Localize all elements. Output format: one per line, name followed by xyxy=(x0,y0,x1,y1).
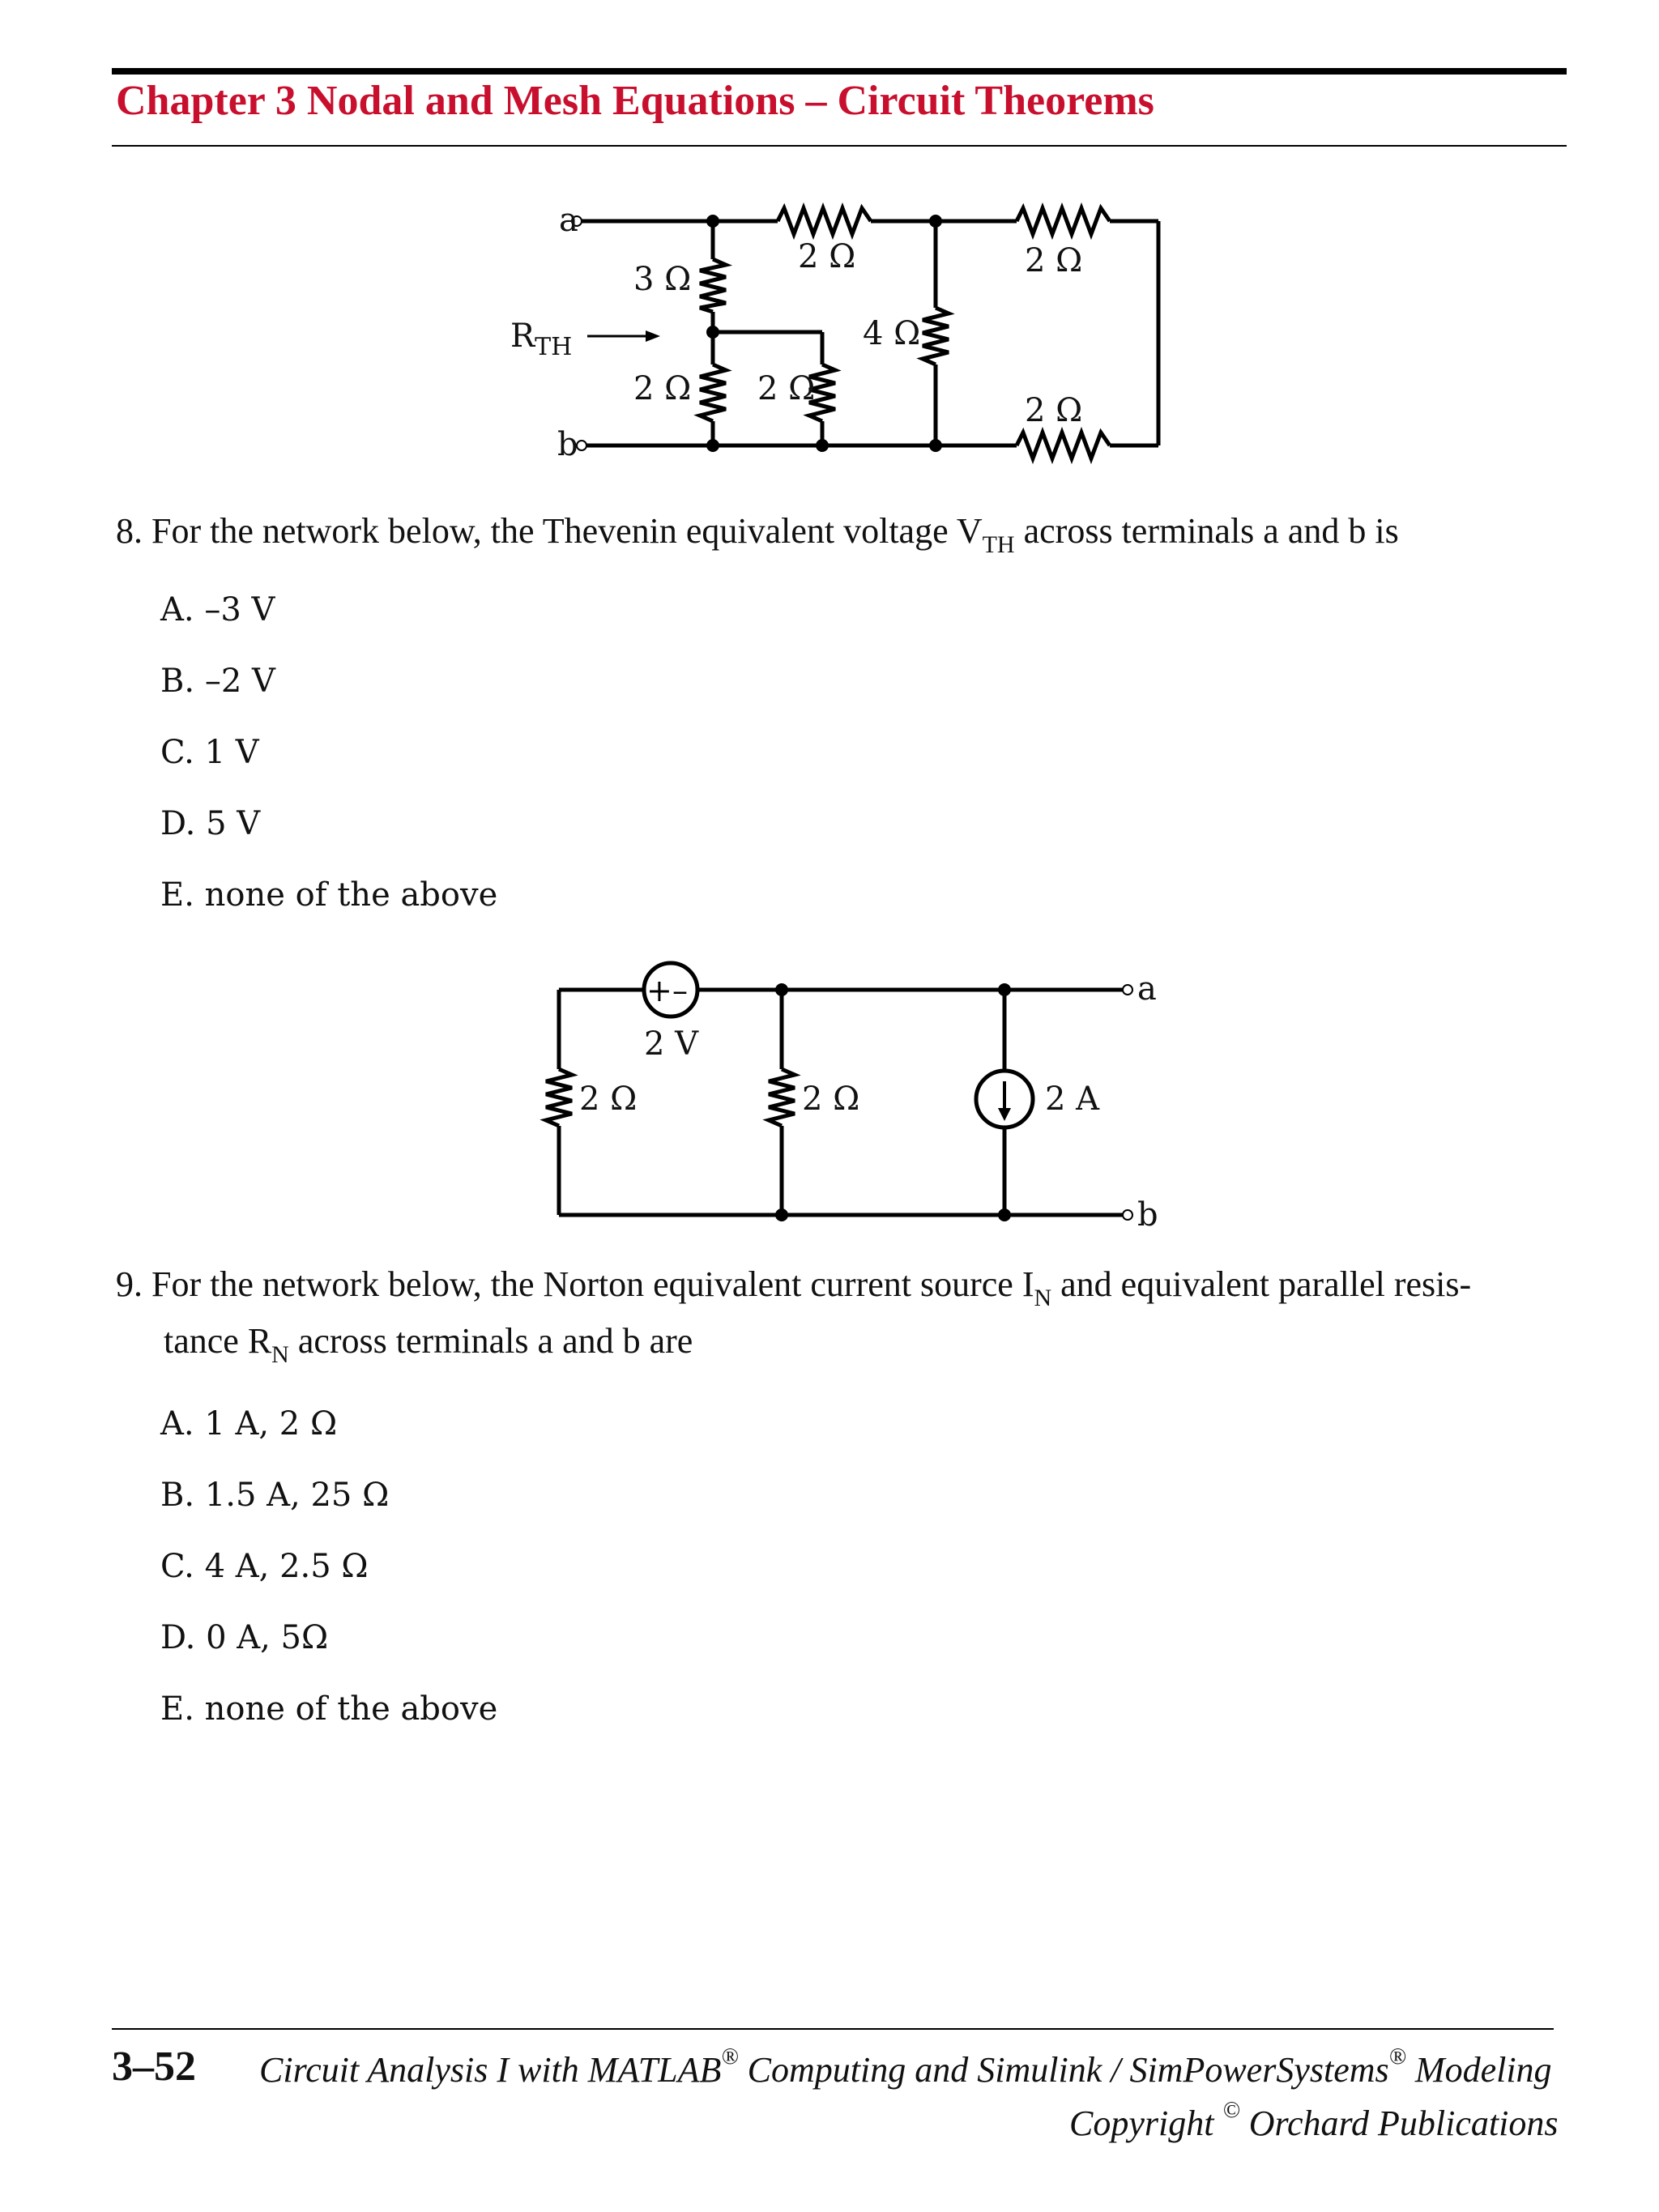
fig1-label-b: b xyxy=(557,426,578,463)
figure-1-circuit xyxy=(0,0,1659,502)
resistor-left xyxy=(546,1069,572,1126)
q9-number: 9. xyxy=(116,1264,143,1304)
fig2-label-a: a xyxy=(1137,970,1157,1008)
q9-stem-line1 xyxy=(116,1264,1472,1311)
q9-line2-sub: N xyxy=(271,1341,289,1368)
fig1-r-top1: 2 Ω xyxy=(798,238,856,275)
chapter-title: Chapter 3 Nodal and Mesh Equations – Circuit Theorems xyxy=(116,78,1154,124)
q9-line1-post: and equivalent parallel resis- xyxy=(1051,1264,1472,1304)
fig2-label-b: b xyxy=(1137,1196,1158,1234)
q8-option-c: C. 1 V xyxy=(160,734,259,771)
q8-option-d: D. 5 V xyxy=(160,805,261,842)
fig2-v-source-label: 2 V xyxy=(644,1025,699,1063)
rth-arrow-head xyxy=(646,330,660,342)
fig2-r-left-label: 2 Ω xyxy=(579,1080,638,1118)
resistor-top-1 xyxy=(778,208,871,234)
fig2-terminal-a xyxy=(1123,985,1132,995)
voltage-source-plus: + xyxy=(646,973,672,1008)
voltage-source-minus: – xyxy=(672,973,688,1008)
q9-line2-post: across terminals a and b are xyxy=(288,1321,693,1361)
q8-text-pre: For the network below, the Thevenin equivalent voltage V xyxy=(151,511,983,551)
q8-option-e: E. none of the above xyxy=(160,876,498,914)
resistor-top-2 xyxy=(1017,208,1110,234)
q9-option-b: B. 1.5 A, 25 Ω xyxy=(160,1477,390,1514)
q9-line1-sub: N xyxy=(1034,1285,1052,1311)
q8-stem xyxy=(116,510,1399,558)
fig1-r-left1: 3 Ω xyxy=(633,261,692,298)
q8-text-post: across terminals a and b is xyxy=(1014,511,1399,551)
fig1-label-a: a xyxy=(559,202,578,239)
resistor-middle xyxy=(769,1069,795,1126)
q9-option-d: D. 0 A, 5Ω xyxy=(160,1619,329,1656)
fig2-i-source-label: 2 A xyxy=(1045,1080,1100,1118)
q8-text-sub: TH xyxy=(982,531,1015,558)
copyright-line: Copyright © Orchard Publications xyxy=(1069,2098,1559,2143)
resistor-bottom xyxy=(1017,433,1110,458)
fig1-r-top2: 2 Ω xyxy=(1025,242,1083,279)
q9-option-a: A. 1 A, 2 Ω xyxy=(160,1405,338,1443)
q9-line1-pre: For the network below, the Norton equivalent current source I xyxy=(151,1264,1034,1304)
fig1-r-left2: 2 Ω xyxy=(633,370,692,407)
fig1-r-bottom: 2 Ω xyxy=(1025,392,1083,429)
fig1-rth: $R_{TH}$ xyxy=(510,318,573,361)
fig1-r-mid: 2 Ω xyxy=(757,370,816,407)
fig2-r-mid-label: 2 Ω xyxy=(802,1080,860,1118)
figure-2-circuit xyxy=(0,940,1659,1264)
q9-option-e: E. none of the above xyxy=(160,1690,498,1728)
q9-option-c: C. 4 A, 2.5 Ω xyxy=(160,1548,369,1585)
resistor-left-1 xyxy=(700,259,726,312)
q8-number: 8. xyxy=(116,511,143,551)
q9-line2-pre: tance R xyxy=(164,1321,272,1361)
fig2-terminal-b xyxy=(1123,1210,1132,1220)
resistor-left-2 xyxy=(700,364,726,421)
q8-option-a: A. –3 V xyxy=(160,591,275,629)
q8-option-b: B. –2 V xyxy=(160,663,275,700)
resistor-center xyxy=(923,308,949,364)
footer-rule xyxy=(112,2028,1554,2030)
terminal-b xyxy=(577,441,586,450)
q9-stem-line2 xyxy=(164,1320,693,1368)
fig1-r-center: 4 Ω xyxy=(863,315,921,352)
book-title: Circuit Analysis I with MATLAB® Computing and Simulink / SimPowerSystems® Modeling xyxy=(259,2044,1552,2090)
page-number: 3–52 xyxy=(112,2044,196,2090)
